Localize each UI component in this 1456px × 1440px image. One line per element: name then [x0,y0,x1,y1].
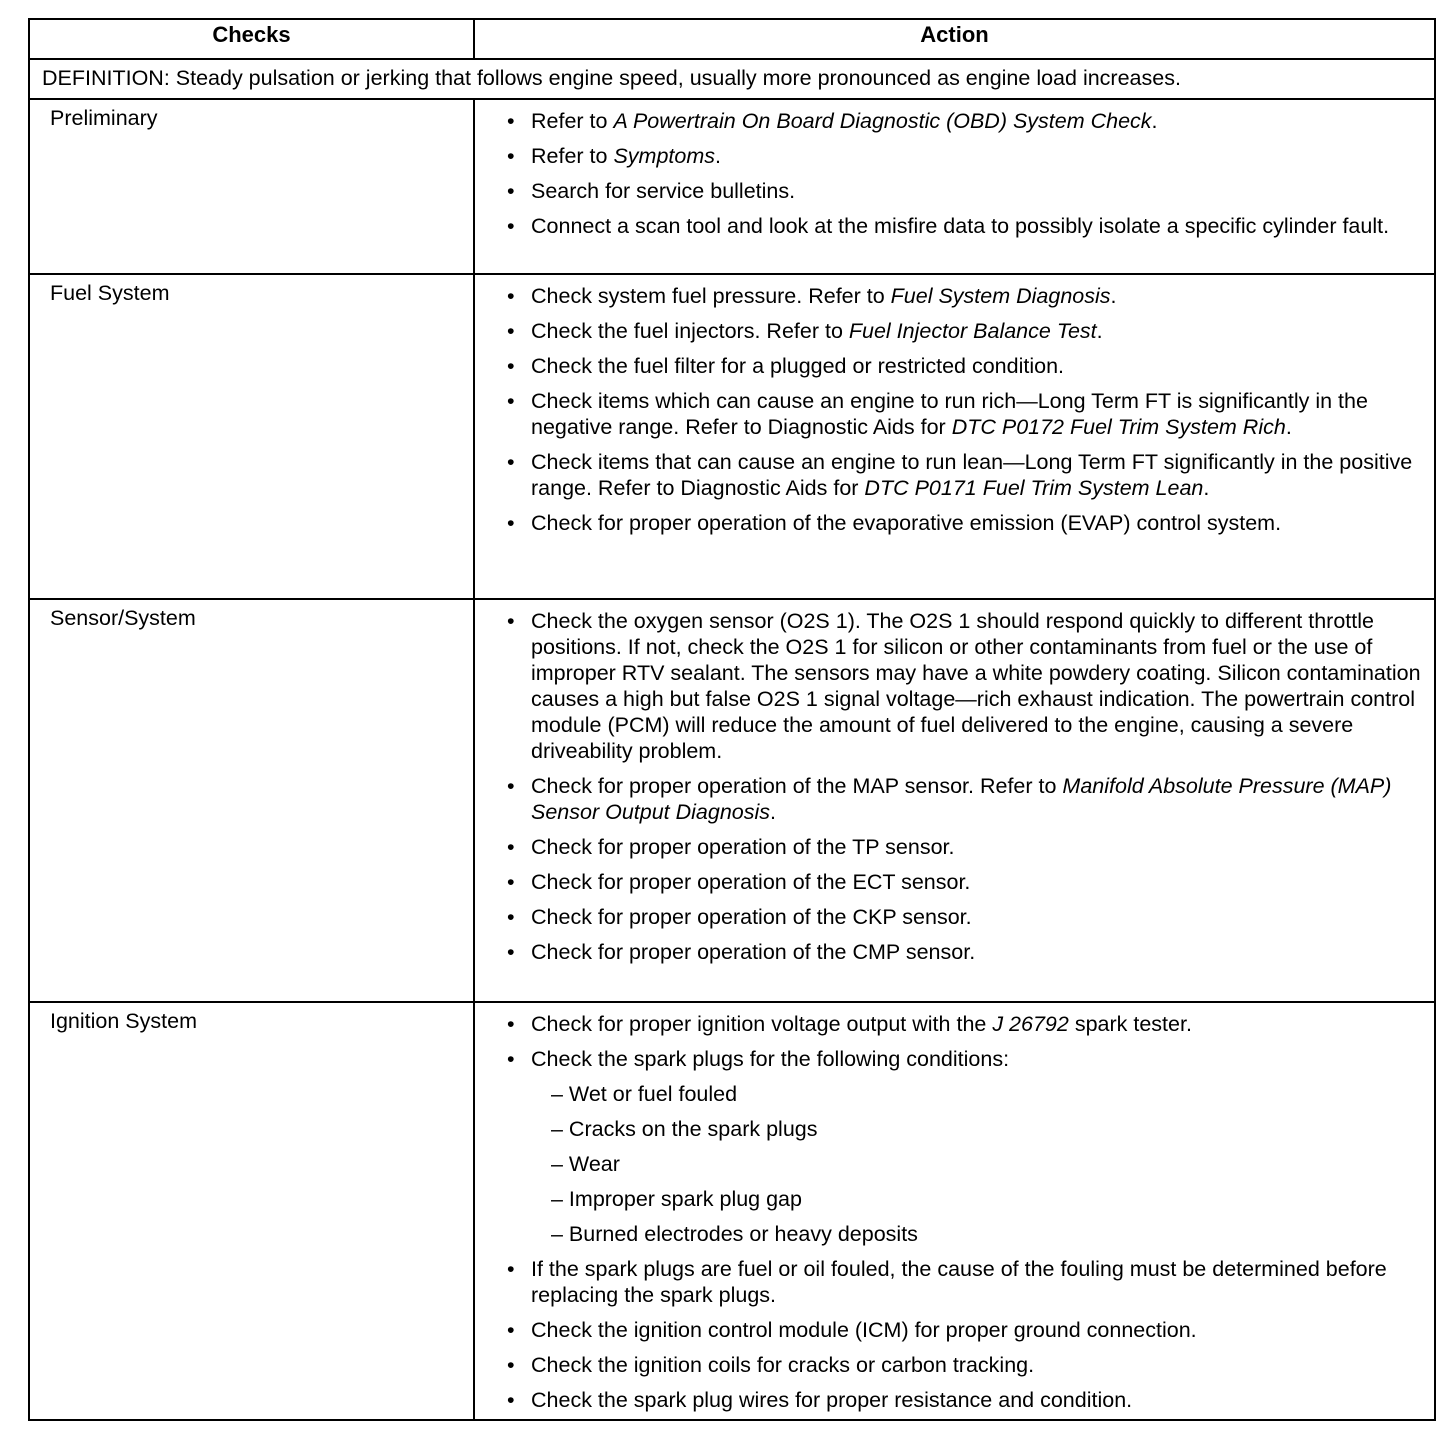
definition-text: DEFINITION: Steady pulsation or jerking that follows engine speed, usually more pronounced as engine load increases. [29,59,1435,99]
list-item: • If the spark plugs are fuel or oil fouled, the cause of the fouling must be determined before replacing the spark plugs. [501,1256,1424,1308]
action-header: Action [474,19,1435,59]
list-item: • Connect a scan tool and look at the misfire data to possibly isolate a specific cylinder fault. [501,213,1424,239]
action-cell [474,99,1435,274]
list-item: • Check for proper operation of the CKP sensor. [501,904,1424,930]
table-row [29,274,1435,599]
list-item: • Refer to A Powertrain On Board Diagnostic (OBD) System Check. [501,108,1424,134]
sub-list-item: – Cracks on the spark plugs [551,1117,818,1141]
sub-list-item: – Burned electrodes or heavy deposits [551,1222,918,1246]
sub-list-item: – Improper spark plug gap [551,1187,802,1211]
action-cell [474,1002,1435,1420]
reference-link: Fuel Injector Balance Test [848,319,1097,343]
list-item: • Refer to Symptoms. [501,143,1424,169]
list-item: • Check the ignition control module (ICM) for proper ground connection. [501,1317,1424,1343]
sub-list-item: – Wet or fuel fouled [551,1082,738,1106]
definition-row [29,59,1435,99]
list-item: • Check items that can cause an engine to run lean—Long Term FT significantly in the positive range. Refer to Diagnostic Aids for DTC P0171 Fuel Trim System Lean. [501,449,1424,501]
reference-link: Manifold Absolute Pressure (MAP) Sensor Output Diagnosis [531,774,1392,824]
check-sensor-system: Sensor/System [29,599,474,1002]
list-item: • Check for proper operation of the evaporative emission (EVAP) control system. [501,510,1424,536]
checks-header: Checks [29,19,474,59]
list-item: • Search for service bulletins. [501,178,1424,204]
list-item: • Check the fuel filter for a plugged or restricted condition. [501,353,1424,379]
sub-list-item: – Wear [551,1152,620,1176]
list-item: • Check the oxygen sensor (O2S 1). The O2S 1 should respond quickly to different throttle positions. If not, check the O2S 1 for silicon or other contaminants from fuel or the use of improper RTV sealant. The sensors may have a white powdery coating. Silicon contamination causes a high but false O2S 1 signal voltage—rich exhaust indication. The powertrain control module (PCM) will reduce the amount of fuel delivered to the engine, causing a severe driveability problem. [501,608,1424,764]
reference-link: Symptoms [613,144,716,168]
list-item: • Check for proper ignition voltage output with the J 26792 spark tester. [501,1011,1424,1037]
action-cell [474,274,1435,599]
list-item: • Check for proper operation of the TP sensor. [501,834,1424,860]
check-preliminary: Preliminary [29,99,474,274]
list-item: • Check the spark plug wires for proper resistance and condition. [501,1387,1424,1413]
table-row [29,99,1435,274]
action-cell [474,599,1435,1002]
header-row [29,19,1435,59]
list-item: • Check items which can cause an engine to run rich—Long Term FT is significantly in the negative range. Refer to Diagnostic Aids for DTC P0172 Fuel Trim System Rich. [501,388,1424,440]
reference-link: Fuel System Diagnosis [890,284,1111,308]
reference-link: DTC P0171 Fuel Trim System Lean [864,476,1204,500]
reference-link: A Powertrain On Board Diagnostic (OBD) System Check [613,109,1152,133]
table-row [29,1002,1435,1420]
list-item: • Check for proper operation of the CMP sensor. [501,939,1424,965]
list-item: • Check the ignition coils for cracks or carbon tracking. [501,1352,1424,1378]
list-item: • Check system fuel pressure. Refer to Fuel System Diagnosis. [501,283,1424,309]
reference-link: DTC P0172 Fuel Trim System Rich [951,415,1286,439]
list-item: • Check the spark plugs for the following conditions: [501,1046,1424,1072]
check-fuel-system: Fuel System [29,274,474,599]
list-item: • Check the fuel injectors. Refer to Fuel Injector Balance Test. [501,318,1424,344]
reference-link: J 26792 [992,1012,1069,1036]
check-ignition-system: Ignition System [29,1002,474,1420]
table-row [29,599,1435,1002]
list-item: • Check for proper operation of the MAP sensor. Refer to Manifold Absolute Pressure (MAP) Sensor Output Diagnosis. [501,773,1424,825]
diagnostic-table [28,18,1436,1421]
list-item: • Check for proper operation of the ECT sensor. [501,869,1424,895]
